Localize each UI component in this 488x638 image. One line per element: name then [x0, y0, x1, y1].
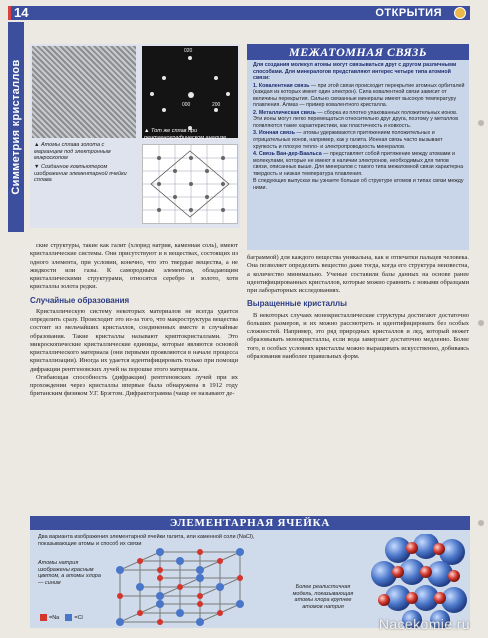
chlorine-swatch: [65, 614, 72, 621]
bonding-sidebar: [247, 44, 469, 250]
watermark: Nacekomie.ru: [378, 616, 470, 632]
paragraph: В некоторых случаях монокристаллические структуры достигают достаточно больших размеров, и их можно рассмотреть и идентифицировать без особых сложностей. Например, это ряд природных кристаллов и лед, который может образовывать монокристаллы, если вода замерзает достаточно медленно. Более того, в особых условиях кристаллы можно выращивать искусственно, добиваясь образования наиболее правильных форм.: [247, 311, 469, 360]
sidebar-title: МЕЖАТОМНАЯ СВЯЗЬ: [247, 44, 469, 60]
sidebar-body: [253, 62, 465, 192]
bond-item: 1. Ковалентная связь — при этой связи происходит перекрытие атомных орбиталей (каждая из которых имеет один электрон). Сила ковалентной связи зависит от величины перекрытия. Сильно связанные минералы имеют высокую температуру плавления. Алмаз — пример ковалентного кристалла.: [253, 82, 465, 109]
panel-intro: Два варианта изображения элементарной ячейки галита, или каменной соли (NaCl), показывающие атомы и способ их связи: [38, 534, 255, 547]
section-title: ОТКРЫТИЯ: [375, 7, 442, 19]
diffraction-label: 200: [212, 102, 221, 108]
binder-hole: [478, 520, 484, 526]
subheading: Случайные образования: [30, 295, 130, 305]
photo-caption: ▼ Созданное компьютером изображение элементарной ячейки сплава: [34, 164, 127, 183]
photo-block: [30, 44, 240, 228]
paragraph: Кристаллическую систему некоторых материалов не всегда удается определить сразу. Происходит это из-за того, что макроструктура вещества состоит из мельчайших кристаллов, соединенных вместе в случайные образования. Такие кристаллы называют криптокристаллами. Это микроскопические кристаллические единицы, которые являются основой кристаллического материала (они первыми проявляются в начале процесса кристаллизации). Иногда их удается идентифицировать только при помощи дифракции рентгеновских лучей на порошке этого материала.: [30, 307, 238, 373]
lattice-diagram: [110, 548, 260, 628]
sidebar-intro: Для создания молекул атомы могут связываться друг с другом различными способами. Для минералогов представляют интерес четыре типа атомной связи:: [253, 62, 457, 82]
model-atoms: [371, 534, 467, 628]
side-tab: [8, 22, 24, 232]
binder-hole: [478, 320, 484, 326]
header-accent: [8, 6, 11, 20]
logo-icon: [454, 7, 466, 19]
xray-diffraction-image: [142, 46, 238, 138]
bond-item: 4. Связь Ван-дер-Ваальса — представляет собой притяжение между атомами и молекулами, которые не имеют в наличии электронов, необходимых для типов связи, описанных выше. Для минералов с такого типа межатомной связи характерна твердость и низкая температура плавления.: [253, 151, 464, 177]
sidebar-outro: В следующих выпусках вы узнаете больше об структуре атомов и типах связи между ними.: [253, 178, 464, 191]
article-column-left: [30, 242, 238, 399]
diffraction-label: 000: [182, 102, 191, 108]
legend-cl: =Cl: [74, 614, 83, 621]
article-column-right: [247, 254, 469, 361]
sodium-swatch: [40, 614, 47, 621]
page-header: [8, 6, 470, 20]
bond-item: 3. Ионная связь — атомы удерживаются притяжением положительных и отрицательных ионов, например, как у галита. Ионная связь часто вызывает хрупкость и плохую тепло- и электропроводность минералов.: [253, 130, 443, 150]
electron-microscope-image: [32, 46, 136, 138]
photo-caption: ▲ Атомы сплава золота с марганцем под электронным микроскопом: [34, 142, 111, 161]
space-filling-model: [366, 534, 470, 628]
unit-cell-render: [142, 144, 238, 224]
binder-hole: [478, 120, 484, 126]
subheading: Выращенные кристаллы: [247, 299, 347, 309]
paragraph: баграммой) для каждого вещества уникальна, как и отпечатки пальцев человека. Она позволяет определить вещество даже тогда, когда его структура неизвестна, а количество минимально. Ученые составили базы данных на основе ранее идентифицированных кристаллов, которые можно сравнить с новыми образцами при лабораторных исследованиях.: [247, 254, 469, 294]
paragraph: ские структуры, такие как галит (хлорид натрия, каменная соль), имеют кристаллические системы. Они присутствуют и в веществах, состоящих из одного элемента, при условии, конечно, что это твердые вещества, а не жидкости или газы. К самородным элементам, обладающим кристаллическими структурами, относятся серебро и золото, хотя кристаллы золота редки.: [30, 242, 238, 291]
diffraction-label: 020: [184, 48, 193, 54]
lattice-caption: Атомы натрия изображены красным цветом, а атомы хлора — синим: [38, 560, 101, 587]
unit-cell-panel: [30, 516, 470, 628]
page-number: 14: [14, 5, 29, 20]
unit-cell-diagram: [143, 145, 237, 223]
panel-title: ЭЛЕМЕНТАРНАЯ ЯЧЕЙКА: [30, 516, 470, 530]
photo-caption: ▲ Тот же сплав при рентгенографическом анализе: [144, 128, 227, 141]
bond-item: 2. Металлическая связь — сборка из плотно упакованных положительных ионов. Эти ионы могут легко перемещаться относительно друг друга, поэтому у металлов появляются такие характеристики, как пластичность и ковкость.: [253, 109, 459, 129]
side-tab-label: Симметрия кристаллов: [10, 59, 22, 195]
model-caption: Более реалистичная модель, показывающая атомы хлора крупнее атомов натрия: [292, 584, 354, 611]
paragraph: Огибающая способность (дифракция) рентгеновских лучей при их прохождении через кристаллы впервые была обнаружена в 1912 году британским физиком У.Г. Брэггом. Дифрактограмма (чаще ее называют де-: [30, 373, 238, 398]
legend: [40, 614, 83, 621]
legend-na: =Na: [49, 614, 60, 621]
